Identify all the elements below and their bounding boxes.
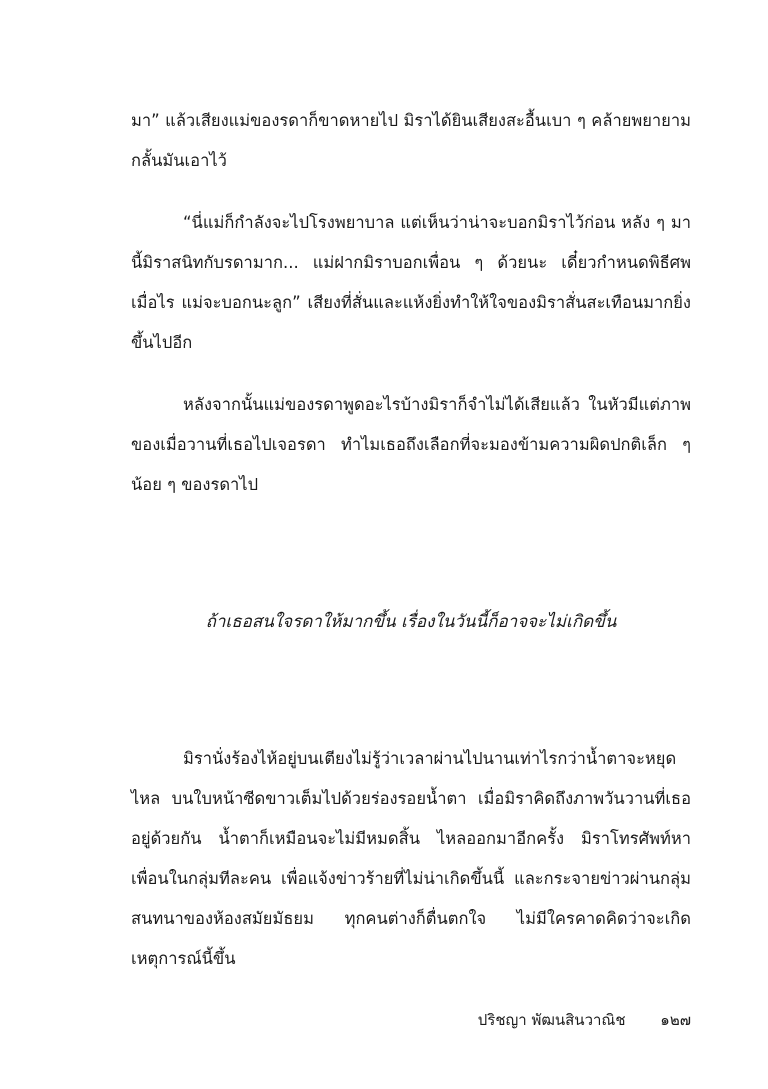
page-footer <box>131 1008 691 1032</box>
paragraph-4: มิรานั่งร้องไห้อยู่บนเตียงไม่รู้ว่าเวลาผ่านไปนานเท่าไรกว่าน้ำตาจะหยุดไหล บนใบหน้าซีดขาวเต็มไปด้วยร่องรอยน้ำตา เมื่อมิราคิดถึงภาพวันวานที่เธออยู่ด้วยกัน น้ำตาก็เหมือนจะไม่มีหมดสิ้น ไหลออกมาอีกครั้ง มิราโทรศัพท์หาเพื่อนในกลุ่มทีละคน เพื่อแจ้งข่าวร้ายที่ไม่น่าเกิดขึ้นนี้ และกระจายข่าวผ่านกลุ่มสนทนาของห้องสมัยมัธยม ทุกคนต่างก็ตื่นตกใจ ไม่มีใครคาดคิดว่าจะเกิดเหตุการณ์นี้ขึ้น <box>131 749 691 968</box>
page-number: ๑๒๗ <box>660 1011 691 1029</box>
page-body <box>131 91 691 979</box>
italic-thought-line: ถ้าเธอสนใจรดาให้มากขึ้น เรื่องในวันนี้ก็อาจจะไม่เกิดขึ้น <box>205 612 617 632</box>
paragraph-1: มา” แล้วเสียงแม่ของรดาก็ขาดหายไป มิราได้ยินเสียงสะอื้นเบา ๆ คล้ายพยายามกลั้นมันเอาไว้ <box>131 111 691 170</box>
paragraph-3: หลังจากนั้นแม่ของรดาพูดอะไรบ้างมิราก็จำไม่ได้เสียแล้ว ในหัวมีแต่ภาพของเมื่อวานที่เธอไปเจอรดา ทำไมเธอถึงเลือกที่จะมองข้ามความผิดปกติเล็ก ๆ น้อย ๆ ของรดาไป <box>131 395 691 494</box>
paragraph-2: “นี่แม่ก็กำลังจะไปโรงพยาบาล แต่เห็นว่าน่าจะบอกมิราไว้ก่อน หลัง ๆ มานี้มิราสนิทกับรดามาก... แม่ฝากมิราบอกเพื่อน ๆ ด้วยนะ เดี๋ยวกำหนดพิธีศพเมื่อไร แม่จะบอกนะลูก” เสียงที่สั่นและแห้งยิ่งทำให้ใจของมิราสั่นสะเทือนมากยิ่งขึ้นไปอีก <box>131 213 691 352</box>
footer-author: ปริชญา พัฒนสินวาณิช <box>477 1011 626 1029</box>
